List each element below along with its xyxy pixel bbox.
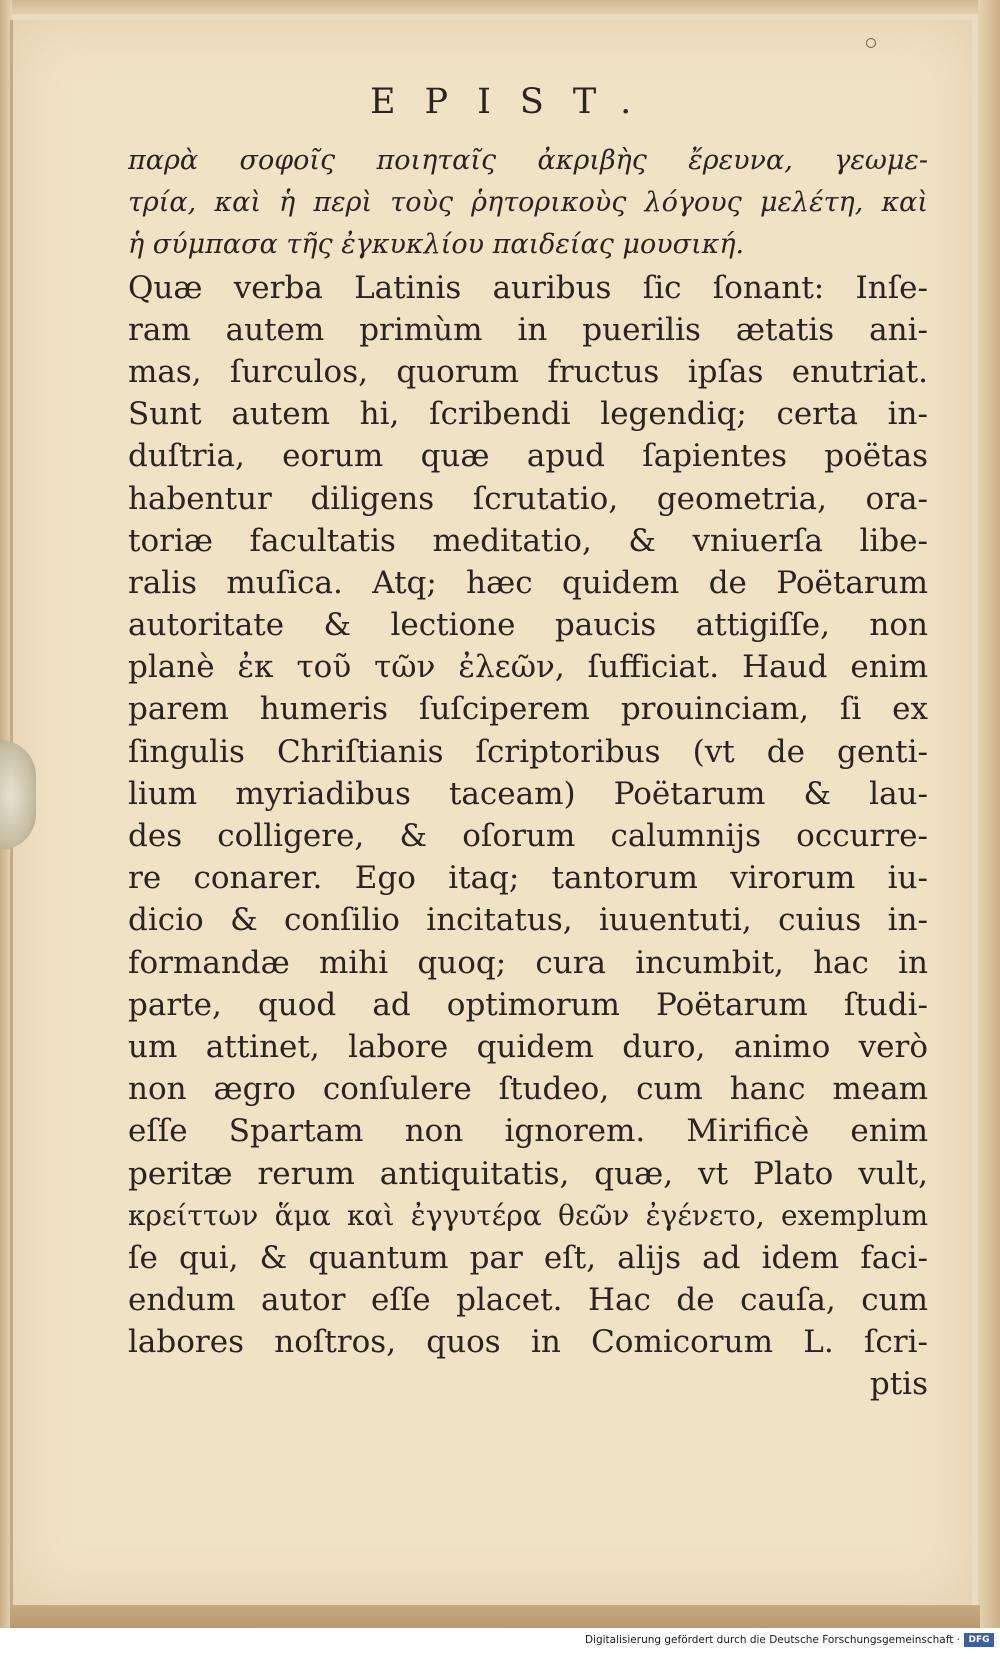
text-line: parte, quod ad optimorum Poëtarum ſtudi- xyxy=(128,986,928,1023)
text-line: parem humeris ſuſciperem prouinciam, ſi ex xyxy=(128,691,928,728)
dfg-logo: DFG xyxy=(964,1633,994,1647)
text-line: non ægro conſulere ſtudeo, cum hanc meam xyxy=(128,1071,928,1108)
text-line: mas, ſurculos, quorum fructus ipſas enutriat. xyxy=(128,353,928,390)
text-line: toriæ facultatis meditatio, & vniuerſa libe- xyxy=(128,522,928,559)
text-line: eſſe Spartam non ignorem. Mirificè enim xyxy=(128,1113,928,1150)
ink-mark xyxy=(866,38,876,48)
text-line: κρείττων ἅμα καὶ ἐγγυτέρα θεῶν ἐγένετο, exemplum xyxy=(128,1198,928,1232)
text-line: ἡ σύμπασα τῆς ἐγκυκλίου παιδείας μουσική. xyxy=(128,229,745,261)
text-line: ralis muſica. Atq; hæc quidem de Poëtarum xyxy=(128,564,928,601)
text-line: re conarer. Ego itaq; tantorum virorum iu- xyxy=(128,860,928,897)
text-line: τρία, καὶ ἡ περὶ τοὺς ῥητορικοὺς λόγους μελέτη, καὶ xyxy=(128,187,928,219)
text-line: formandæ mihi quoq; cura incumbit, hac in xyxy=(128,944,928,981)
text-line: Quæ verba Latinis auribus ſic ſonant: Inſe- xyxy=(128,269,928,306)
text-line: ſingulis Chriſtianis ſcriptoribus (vt de genti- xyxy=(128,733,928,770)
page-body xyxy=(128,140,928,1406)
text-line: autoritate & lectione paucis attigiſſe, non xyxy=(128,607,928,644)
book-bottom-edge xyxy=(10,1605,980,1628)
text-line: duſtria, eorum quæ apud ſapientes poëtas xyxy=(128,438,928,475)
text-line: um attinet, labore quidem duro, animo verò xyxy=(128,1028,928,1065)
text-line: des colligere, & oſorum calumnijs occurre- xyxy=(128,818,928,854)
text-line: ſe qui, & quantum par eſt, alijs ad idem faci- xyxy=(128,1239,928,1276)
text-line: dicio & conſilio incitatus, iuuentuti, cuius in- xyxy=(128,902,928,939)
text-line: Sunt autem hi, ſcribendi legendiq; certa in- xyxy=(128,396,928,433)
text-line: peritæ rerum antiquitatis, quæ, vt Plato vult, xyxy=(128,1155,928,1192)
text-line: endum autor eſſe placet. Hac de cauſa, cum xyxy=(128,1282,928,1319)
text-line: παρὰ σοφοῖς ποιηταῖς ἀκριβὴς ἔρευνα, γεωμε- xyxy=(128,145,928,176)
text-line: ram autem primùm in puerilis ætatis ani- xyxy=(128,311,928,348)
book-right-edge xyxy=(978,0,1000,1628)
running-head: EPIST. xyxy=(370,82,661,122)
footer-credit: Digitalisierung gefördert durch die Deutsche Forschungsgemeinschaft · xyxy=(584,1634,960,1646)
footer-bar xyxy=(0,1630,1000,1659)
text-line: planè ἐκ τοῦ τῶν ἐλεῶν, ſufficiat. Haud enim xyxy=(128,649,928,686)
text-line: lium myriadibus taceam) Poëtarum & lau- xyxy=(128,775,928,812)
text-line: habentur diligens ſcrutatio, geometria, ora- xyxy=(128,480,928,517)
book-top-edge xyxy=(0,0,1000,14)
text-line: labores noſtros, quos in Comicorum L. ſcri- xyxy=(128,1324,928,1361)
catchword: ptis xyxy=(869,1366,928,1403)
